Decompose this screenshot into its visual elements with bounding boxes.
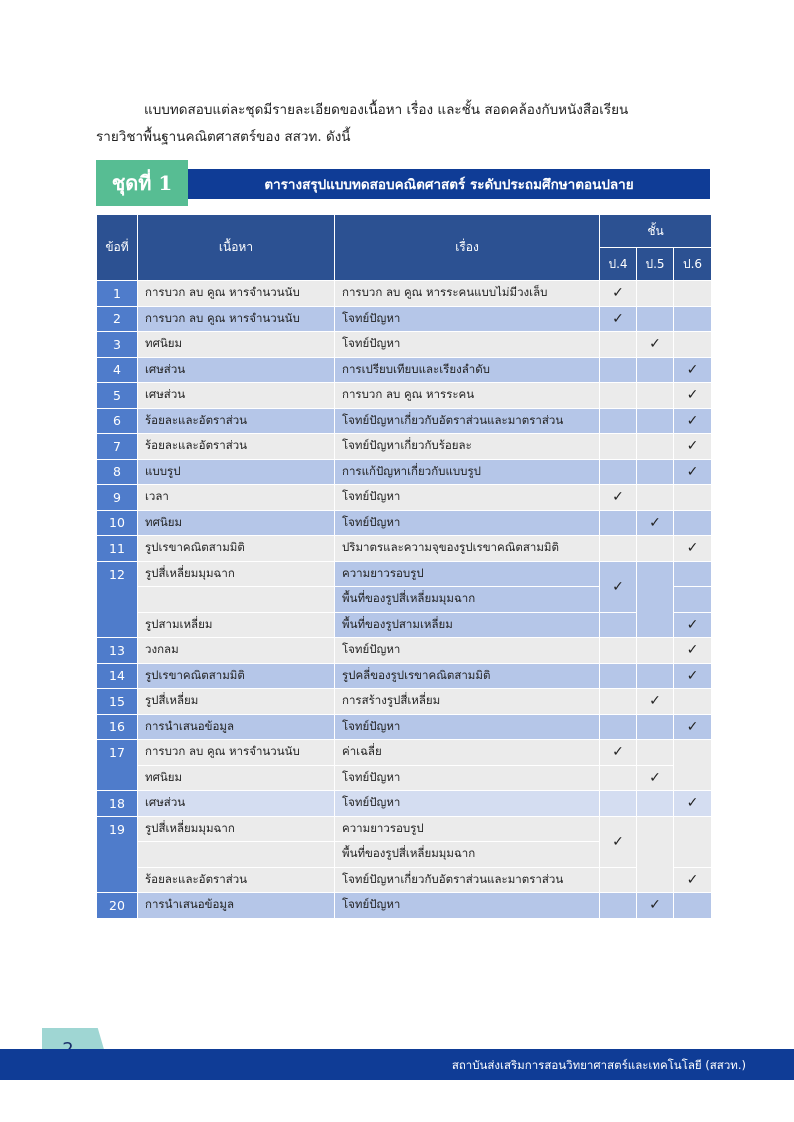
row-topic: โจทย์ปัญหา	[335, 791, 600, 817]
check-p4	[600, 357, 637, 383]
check-p4	[600, 408, 637, 434]
row-number: 1	[97, 281, 138, 307]
row-number: 16	[97, 714, 138, 740]
table-row	[97, 663, 712, 689]
row-topic: ความยาวรอบรูป	[335, 561, 600, 587]
table-row	[97, 510, 712, 536]
row-number: 12	[97, 561, 138, 638]
check-p4	[600, 332, 637, 358]
check-p6	[674, 510, 712, 536]
check-p4: ✓	[600, 306, 637, 332]
check-p6: ✓	[674, 383, 712, 409]
header-no: ข้อที่	[97, 215, 138, 281]
check-p5	[637, 536, 674, 562]
check-p6	[674, 689, 712, 715]
header-p5: ป.5	[637, 248, 674, 281]
check-p5: ✓	[637, 893, 674, 919]
table-row	[97, 281, 712, 307]
intro-line-2: รายวิชาพื้นฐานคณิตศาสตร์ของ สสวท. ดังนี้	[96, 129, 351, 145]
row-topic: โจทย์ปัญหา	[335, 485, 600, 511]
row-topic: ความยาวรอบรูป	[335, 816, 600, 842]
row-number: 7	[97, 434, 138, 460]
check-p5	[637, 740, 674, 766]
check-p5	[637, 816, 674, 893]
check-p5	[637, 408, 674, 434]
row-number: 17	[97, 740, 138, 791]
check-p6: ✓	[674, 714, 712, 740]
check-p6: ✓	[674, 434, 712, 460]
check-p4	[600, 893, 637, 919]
row-content: ร้อยละและอัตราส่วน	[138, 867, 335, 893]
row-number: 15	[97, 689, 138, 715]
check-p4	[600, 638, 637, 664]
row-number: 8	[97, 459, 138, 485]
check-p6: ✓	[674, 357, 712, 383]
row-topic: โจทย์ปัญหาเกี่ยวกับอัตราส่วนและมาตราส่วน	[335, 408, 600, 434]
row-topic: พื้นที่ของรูปสี่เหลี่ยมมุมฉาก	[335, 842, 600, 868]
row-number: 4	[97, 357, 138, 383]
table-row	[97, 791, 712, 817]
row-content: การนำเสนอข้อมูล	[138, 714, 335, 740]
row-content: เศษส่วน	[138, 383, 335, 409]
check-p6: ✓	[674, 638, 712, 664]
check-p5	[637, 459, 674, 485]
row-topic: โจทย์ปัญหา	[335, 638, 600, 664]
check-p6	[674, 281, 712, 307]
row-number: 19	[97, 816, 138, 893]
row-number: 18	[97, 791, 138, 817]
check-p4	[600, 510, 637, 536]
check-p6	[674, 306, 712, 332]
row-topic: โจทย์ปัญหาเกี่ยวกับร้อยละ	[335, 434, 600, 460]
table-row	[97, 765, 712, 791]
row-content: วงกลม	[138, 638, 335, 664]
row-content: รูปสี่เหลี่ยมมุมฉาก	[138, 561, 335, 587]
row-topic: โจทย์ปัญหา	[335, 765, 600, 791]
row-topic: การบวก ลบ คูณ หารระคนแบบไม่มีวงเล็บ	[335, 281, 600, 307]
header-topic: เรื่อง	[335, 215, 600, 281]
table-row	[97, 306, 712, 332]
check-p5	[637, 485, 674, 511]
table-row	[97, 459, 712, 485]
row-content: รูปเรขาคณิตสามมิติ	[138, 536, 335, 562]
row-content: ทศนิยม	[138, 510, 335, 536]
row-topic: โจทย์ปัญหา	[335, 510, 600, 536]
row-content: ร้อยละและอัตราส่วน	[138, 434, 335, 460]
table-row	[97, 867, 712, 893]
row-content: การบวก ลบ คูณ หารจำนวนนับ	[138, 306, 335, 332]
check-p4: ✓	[600, 561, 637, 612]
check-p4	[600, 689, 637, 715]
row-number: 6	[97, 408, 138, 434]
table-row	[97, 408, 712, 434]
table-row	[97, 383, 712, 409]
row-topic: โจทย์ปัญหา	[335, 714, 600, 740]
row-topic: โจทย์ปัญหา	[335, 332, 600, 358]
row-content: แบบรูป	[138, 459, 335, 485]
summary-table	[96, 214, 712, 919]
check-p6: ✓	[674, 867, 712, 893]
check-p6	[674, 587, 712, 613]
check-p5	[637, 791, 674, 817]
row-content: การนำเสนอข้อมูล	[138, 893, 335, 919]
row-number: 3	[97, 332, 138, 358]
row-content: ทศนิยม	[138, 765, 335, 791]
table-row	[97, 740, 712, 766]
check-p4	[600, 459, 637, 485]
intro-line-1: แบบทดสอบแต่ละชุดมีรายละเอียดของเนื้อหา เรื่อง และชั้น สอดคล้องกับหนังสือเรียน	[144, 102, 629, 118]
check-p5: ✓	[637, 765, 674, 791]
check-p4	[600, 536, 637, 562]
check-p4: ✓	[600, 816, 637, 867]
row-number: 9	[97, 485, 138, 511]
table-row	[97, 612, 712, 638]
check-p6: ✓	[674, 408, 712, 434]
check-p5	[637, 714, 674, 740]
table-row	[97, 332, 712, 358]
check-p6	[674, 332, 712, 358]
check-p4	[600, 434, 637, 460]
row-topic: การเปรียบเทียบและเรียงลำดับ	[335, 357, 600, 383]
row-topic: โจทย์ปัญหา	[335, 306, 600, 332]
row-topic: การแก้ปัญหาเกี่ยวกับแบบรูป	[335, 459, 600, 485]
header-p6: ป.6	[674, 248, 712, 281]
check-p6	[674, 893, 712, 919]
table-row	[97, 893, 712, 919]
table-row	[97, 536, 712, 562]
table-row	[97, 434, 712, 460]
row-number: 2	[97, 306, 138, 332]
check-p5: ✓	[637, 510, 674, 536]
check-p6: ✓	[674, 536, 712, 562]
check-p4	[600, 612, 637, 638]
check-p4	[600, 791, 637, 817]
check-p4	[600, 714, 637, 740]
row-content: รูปสามเหลี่ยม	[138, 612, 335, 638]
row-number: 10	[97, 510, 138, 536]
row-content: รูปเรขาคณิตสามมิติ	[138, 663, 335, 689]
row-topic: ปริมาตรและความจุของรูปเรขาคณิตสามมิติ	[335, 536, 600, 562]
check-p4	[600, 867, 637, 893]
check-p6	[674, 485, 712, 511]
check-p6: ✓	[674, 663, 712, 689]
check-p4	[600, 383, 637, 409]
check-p4: ✓	[600, 485, 637, 511]
table-row	[97, 689, 712, 715]
check-p6: ✓	[674, 612, 712, 638]
check-p5	[637, 663, 674, 689]
intro-paragraph	[96, 97, 716, 151]
row-topic: พื้นที่ของรูปสามเหลี่ยม	[335, 612, 600, 638]
check-p6: ✓	[674, 459, 712, 485]
check-p5	[637, 434, 674, 460]
check-p5	[637, 306, 674, 332]
set-label: ชุดที่ 1	[96, 160, 188, 206]
row-topic: โจทย์ปัญหา	[335, 893, 600, 919]
row-content: ทศนิยม	[138, 332, 335, 358]
row-content: รูปสี่เหลี่ยม	[138, 689, 335, 715]
row-number: 14	[97, 663, 138, 689]
row-number: 20	[97, 893, 138, 919]
check-p5	[637, 638, 674, 664]
check-p6	[674, 740, 712, 791]
header-grade: ชั้น	[600, 215, 712, 248]
check-p5: ✓	[637, 689, 674, 715]
check-p6	[674, 561, 712, 587]
row-content: เศษส่วน	[138, 357, 335, 383]
row-number: 5	[97, 383, 138, 409]
row-content: การบวก ลบ คูณ หารจำนวนนับ	[138, 740, 335, 766]
row-content: เวลา	[138, 485, 335, 511]
row-content	[138, 842, 335, 868]
check-p4	[600, 765, 637, 791]
table-row	[97, 561, 712, 587]
footer-org: สถาบันส่งเสริมการสอนวิทยาศาสตร์และเทคโนโลยี (สสวท.)	[451, 1058, 746, 1072]
row-number: 11	[97, 536, 138, 562]
row-number: 13	[97, 638, 138, 664]
row-topic: การบวก ลบ คูณ หารระคน	[335, 383, 600, 409]
check-p5: ✓	[637, 332, 674, 358]
check-p5	[637, 281, 674, 307]
row-content: รูปสี่เหลี่ยมมุมฉาก	[138, 816, 335, 842]
header-content: เนื้อหา	[138, 215, 335, 281]
check-p6	[674, 816, 712, 867]
row-topic: การสร้างรูปสี่เหลี่ยม	[335, 689, 600, 715]
check-p6: ✓	[674, 791, 712, 817]
check-p5	[637, 357, 674, 383]
check-p4: ✓	[600, 740, 637, 766]
table-row	[97, 357, 712, 383]
row-content: เศษส่วน	[138, 791, 335, 817]
row-topic: ค่าเฉลี่ย	[335, 740, 600, 766]
row-topic: พื้นที่ของรูปสี่เหลี่ยมมุมฉาก	[335, 587, 600, 613]
row-content: การบวก ลบ คูณ หารจำนวนนับ	[138, 281, 335, 307]
table-row	[97, 638, 712, 664]
check-p5	[637, 383, 674, 409]
row-content	[138, 587, 335, 613]
check-p4	[600, 663, 637, 689]
check-p5	[637, 561, 674, 638]
table-row	[97, 485, 712, 511]
row-topic: รูปคลี่ของรูปเรขาคณิตสามมิติ	[335, 663, 600, 689]
table-title: ตารางสรุปแบบทดสอบคณิตศาสตร์ ระดับประถมศึกษาตอนปลาย	[188, 169, 710, 199]
check-p4: ✓	[600, 281, 637, 307]
row-topic: โจทย์ปัญหาเกี่ยวกับอัตราส่วนและมาตราส่วน	[335, 867, 600, 893]
row-content: ร้อยละและอัตราส่วน	[138, 408, 335, 434]
table-row	[97, 816, 712, 842]
table-row	[97, 714, 712, 740]
header-p4: ป.4	[600, 248, 637, 281]
